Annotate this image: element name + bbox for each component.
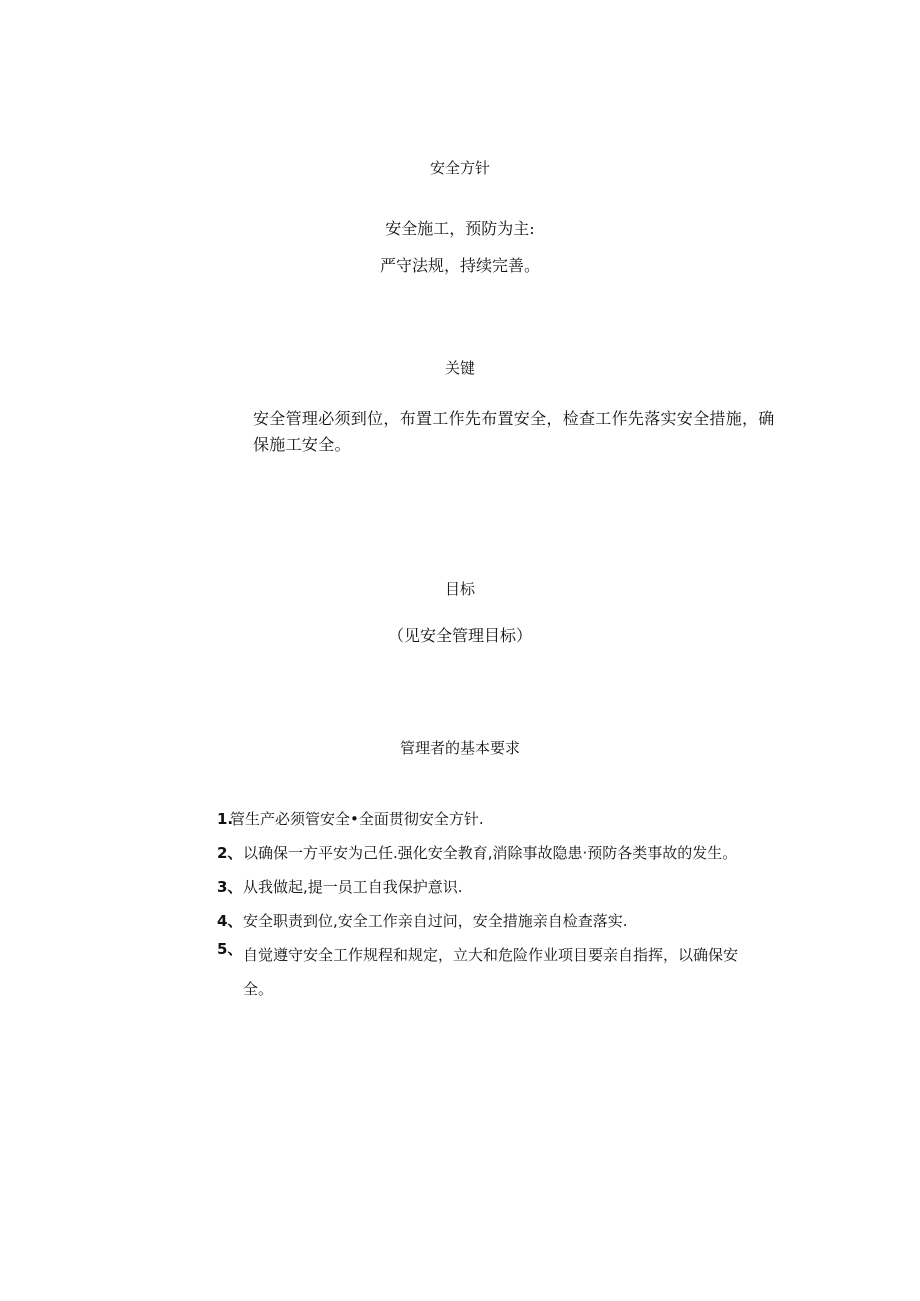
requirements-list — [217, 808, 777, 1018]
requirement-item-1 — [217, 808, 777, 830]
key-title: 关键 — [444, 359, 475, 377]
requirement-text: 安全职责到位,安全工作亲自过问，安全措施亲自检查落实. — [243, 912, 628, 930]
requirement-text: 从我做起,提一员工自我保护意识. — [243, 878, 463, 896]
requirement-number: 3、 — [217, 878, 243, 896]
requirement-item-4 — [217, 910, 777, 932]
requirement-text: 管生产必须管安全•全面贯彻安全方针. — [230, 810, 484, 828]
requirement-item-3 — [217, 876, 777, 898]
requirement-number: 4、 — [217, 912, 243, 930]
goal-text: （见安全管理目标） — [387, 626, 532, 645]
policy-line-1: 安全施工，预防为主: — [385, 219, 535, 238]
goal-title: 目标 — [444, 580, 475, 598]
key-paragraph: 安全管理必须到位，布置工作先布置安全，检查工作先落实安全措施，确保施工安全。 — [253, 409, 775, 454]
requirement-number: 2、 — [217, 844, 243, 862]
policy-title: 安全方针 — [429, 159, 490, 177]
requirement-text: 以确保一方平安为己任.强化安全教育,消除事故隐患·预防各类事故的发生。 — [243, 844, 738, 862]
requirements-title: 管理者的基本要求 — [399, 739, 520, 757]
policy-line-2: 严守法规，持续完善。 — [379, 256, 540, 275]
requirement-text: 自觉遵守安全工作规程和规定，立大和危险作业项目要亲自指挥，以确保安全。 — [243, 946, 739, 998]
requirement-number: 5、 — [217, 940, 243, 958]
requirement-item-5 — [217, 938, 777, 1006]
requirement-number: 1. — [217, 810, 234, 828]
requirement-item-2 — [217, 842, 777, 864]
